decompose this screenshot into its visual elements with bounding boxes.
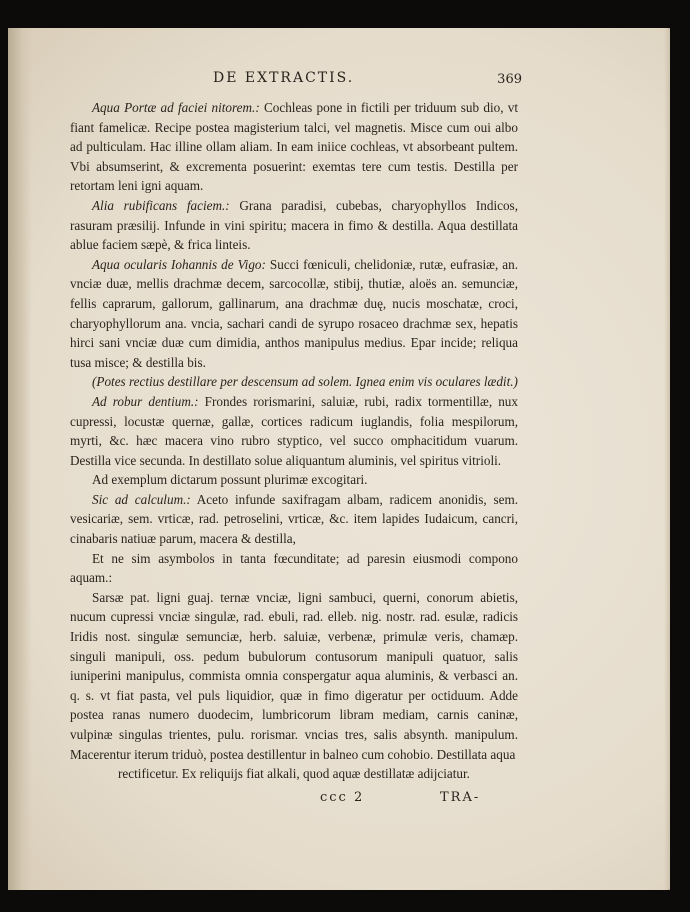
book-page (8, 28, 670, 890)
recipe-body: Aceto infunde saxifragam albam, radicem anonidis, sem. vesicariæ, sem. vrticæ, rad. petroselini, vrticæ, &c. item lapides Iudaicum, cancri, cinabaris natiuæ parum, macera & destilla, (70, 491, 518, 547)
paragraph-sarsae (70, 588, 518, 764)
recipe-body: Grana paradisi, cubebas, charyophyllos Indicos, rasuram præsilij. Infunde in vini spiritu; macera in fimo & destilla. Aqua destillata ablue faciem sæpè, & frica linteis. (70, 197, 518, 253)
signature-mark: ccc 2 (320, 790, 365, 805)
running-head: DE EXTRACTIS. (213, 70, 355, 86)
paragraph-rectificetur (70, 764, 518, 784)
recipe-body: Frondes rorismarini, saluiæ, rubi, radix tormentillæ, nux cupressi, locustæ quernæ, gallæ, cortices radicum iuglandis, folia mespilorum, myrti, &c. hæc macera vino rubro styptico, vel succo omphacitidum vuarum. Destilla vice secunda. In destillato solue aliquantum aluminis, vel spiritus vitrioli. (70, 393, 518, 468)
paragraph-note-potes (70, 372, 518, 392)
recipe-title: Aqua ocularis Iohannis de Vigo: (92, 256, 266, 272)
page-header (8, 70, 670, 94)
paragraph-ad-calculum (70, 490, 518, 549)
paragraph-ad-robur (70, 392, 518, 470)
recipe-body: Ad exemplum dictarum possunt plurimæ excogitari. (92, 472, 368, 488)
page-footer (8, 790, 670, 814)
page-edge (664, 28, 670, 890)
note-text: (Potes rectius destillare per descensum ad solem. Ignea enim vis oculares lædit.) (92, 374, 518, 390)
paragraph-et-ne-sim (70, 549, 518, 588)
paragraph-aqua-ocularis (70, 255, 518, 373)
recipe-title: Aqua Portæ ad faciei nitorem.: (92, 100, 260, 115)
page-number: 369 (497, 72, 522, 87)
recipe-body: Sarsæ pat. ligni guaj. ternæ vnciæ, ligni sambuci, querni, conorum abietis, nucum cupressi vnciæ singulæ, rad. ebuli, rad. elleb. nig. nostr. rad. esulæ, radicis Iridis nost. singulæ semunciæ, herb. saluiæ, verbenæ, primulæ veris, chamæp. singuli manipuli, oss. pedum bubulorum contusorum manipuli quatuor, salis iuniperini manipulus, commista omnia conspergatur aqua aluminis, & verbasci an. q. s. vt fiat pasta, vel puls liquidior, quæ in fimo digeratur per octiduum. Adde postea ranas numero duodecim, lumbricorum libram mediam, carnis caninæ, vulpinæ singulas trientes, pulu. rorismar. vncias tres, salis absynth. manipulum. Macerentur iterum triduò, postea destillentur in balneo cum cohobio. Destillata aqua (70, 589, 518, 762)
page-gutter-shadow (8, 28, 32, 890)
recipe-title: Sic ad calculum.: (92, 491, 191, 507)
main-text (70, 98, 518, 784)
catchword: TRA- (440, 790, 481, 805)
paragraph-alia-rubificans (70, 196, 518, 255)
recipe-body: rectificetur. Ex reliquijs fiat alkali, quod aquæ destillatæ adijciatur. (118, 766, 470, 782)
paragraph-aqua-portae (70, 98, 518, 196)
recipe-title: Ad robur dentium.: (92, 393, 199, 409)
paragraph-ad-exemplum (70, 470, 518, 490)
recipe-body: Et ne sim asymbolos in tanta fœcunditate; ad paresin eiusmodi compono aquam.: (70, 550, 518, 586)
recipe-body: Succi fœniculi, chelidoniæ, rutæ, eufrasiæ, an. vnciæ duæ, mellis drachmæ decem, sarcocollæ, stibij, thutiæ, aloës an. semunciæ, fellis caprarum, gallorum, gallinarum, ana drachmæ duę, nucis moschatæ, croci, charyophyllorum ana. vncia, sachari candi de syrupo rosaceo drachmæ sex, hepatis hirci sani vnciæ duæ cum dimidia, anthos manipulus medius. Epar incide; reliqua tusa misce; & destilla bis. (70, 256, 518, 370)
recipe-title: Alia rubificans faciem.: (92, 197, 230, 213)
recipe-body: Cochleas pone in fictili per triduum sub dio, vt fiant famelicæ. Recipe postea magisterium talci, vel magnetis. Misce cum oui albo ad pulticulam. Hac illine ollam aliam. In eam iniice cochleas, vt absorbeant pultem. Vbi absumserint, & excrementa posuerint: exemtas tere cum testis. Destilla per retortam leni igni aquam. (70, 100, 518, 194)
